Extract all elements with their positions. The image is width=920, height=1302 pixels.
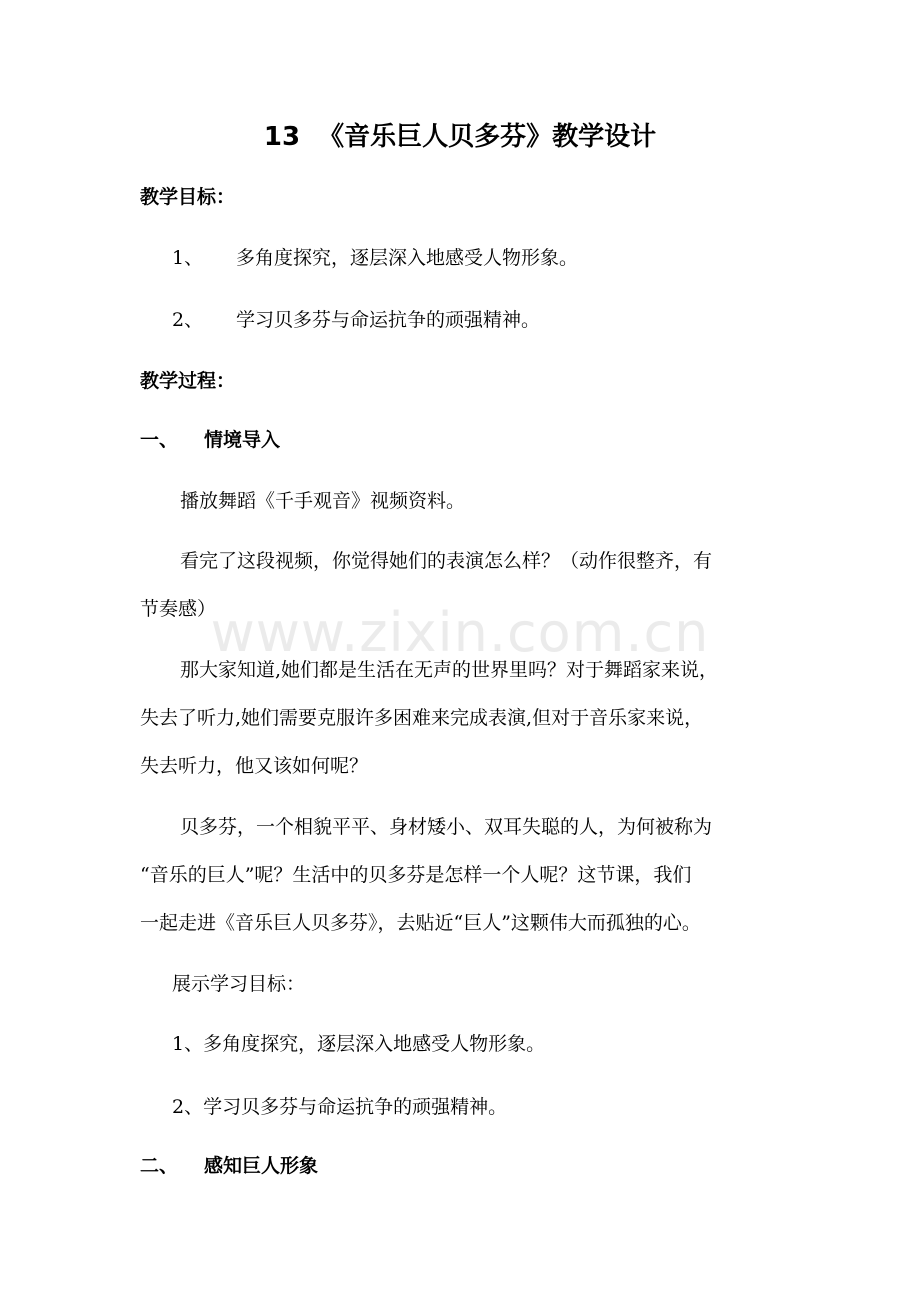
process-heading: 教学过程：: [140, 370, 236, 392]
section-heading: [140, 1151, 318, 1181]
paragraph-line: 节奏感）: [140, 598, 217, 620]
paragraph-line: 展示学习目标：: [172, 973, 306, 995]
paragraph-line: 播放舞蹈《千手观音》视频资料。: [180, 490, 466, 512]
objective-number: 1、: [172, 247, 204, 269]
paragraph-line: 看完了这段视频，你觉得她们的表演怎么样？（动作很整齐，有: [180, 550, 713, 572]
objective-item: [172, 305, 822, 335]
section-number: 一、: [140, 429, 179, 451]
section-heading: [140, 425, 280, 455]
objective-item: [172, 243, 822, 273]
objectives-heading: 教学目标：: [140, 186, 236, 208]
section-title: 情境导入: [204, 429, 281, 451]
section-number: 二、: [140, 1155, 179, 1177]
paragraph-line: “音乐的巨人”呢？生活中的贝多芬是怎样一个人呢？这节课，我们: [140, 864, 692, 886]
document-title: [0, 118, 920, 156]
title-text: 《音乐巨人贝多芬》教学设计: [318, 122, 657, 152]
paragraph-line: 那大家知道,她们都是生活在无声的世界里吗？对于舞蹈家来说，: [180, 659, 719, 681]
paragraph-line: 一起走进《音乐巨人贝多芬》，去贴近“巨人”这颗伟大而孤独的心。: [140, 912, 701, 934]
watermark: www.zixin.com.cn: [210, 601, 710, 664]
paragraph-line: 2、学习贝多芬与命运抗争的顽强精神。: [172, 1096, 508, 1118]
paragraph-line: 1、多角度探究，逐层深入地感受人物形象。: [172, 1033, 546, 1055]
paragraph-line: 贝多芬，一个相貌平平、身材矮小、双耳失聪的人，为何被称为: [180, 816, 713, 838]
objective-text: 学习贝多芬与命运抗争的顽强精神。: [236, 309, 541, 331]
objective-text: 多角度探究，逐层深入地感受人物形象。: [236, 247, 579, 269]
paragraph-line: 失去了听力,她们需要克服许多困难来完成表演,但对于音乐家来说，: [140, 707, 704, 729]
objective-number: 2、: [172, 309, 204, 331]
paragraph-line: 失去听力，他又该如何呢？: [140, 755, 369, 777]
section-title: 感知巨人形象: [204, 1155, 319, 1177]
title-number: 13: [263, 122, 301, 152]
